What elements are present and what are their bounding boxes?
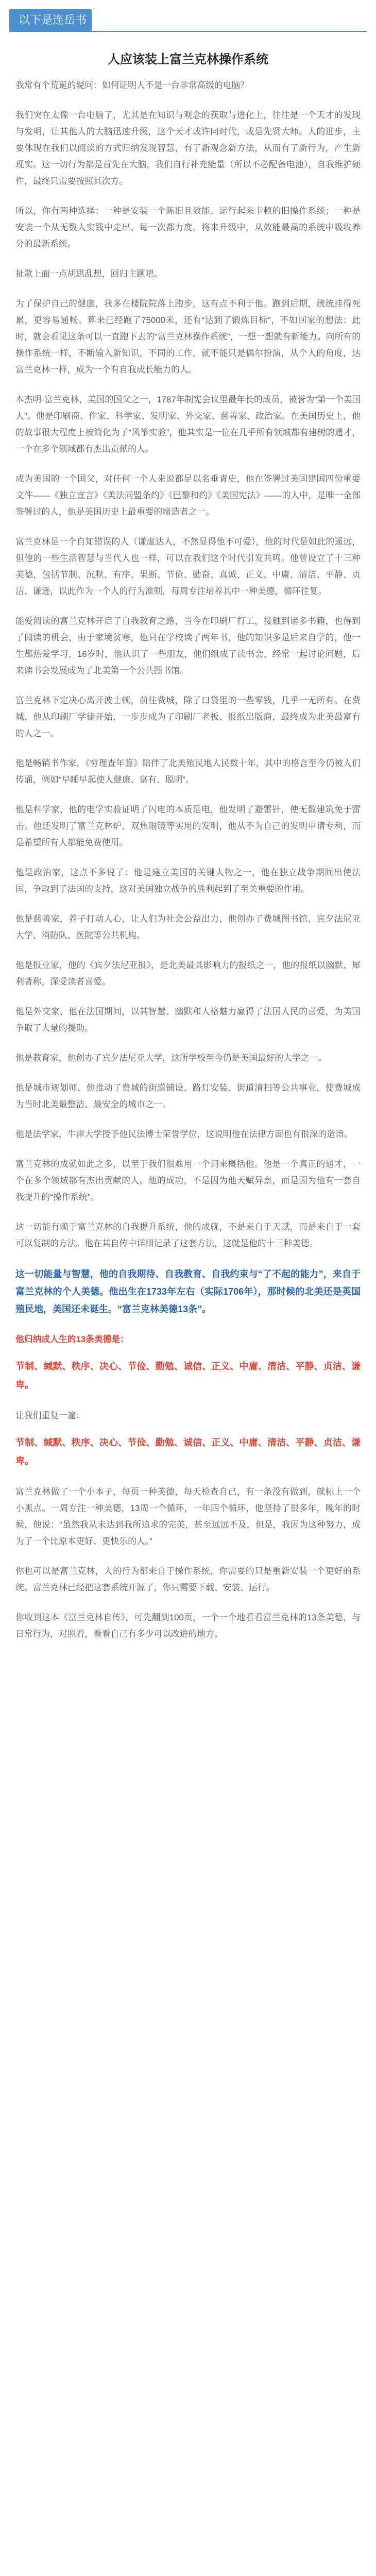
paragraph: 本杰明·富兰克林，美国的国父之一，1787年制宪会议里最年长的成员，被誉为“第一个美国人”。他是印刷商、作家、科学家、发明家、外交家、慈善家、政治家。在美国历史上，他的故事很大程度上被简化为了“风筝实验”，他其实是一位在几乎所有领域都有建树的通才，一个在多个领域都有杰出贡献的人。	[15, 395, 361, 454]
paragraph: 为了保护自己的健康，我多在楼院院落上跑步，这有点不利于他。跑到后期，统统挂得死累，更容易通畅。算来已经跑了75000米，还有“达到了锻炼目标”，不如回家的想法：此时，就会看见这条可以一直跑下去的“富兰克林操作系统”，一想一想就有新能力。向所有的操作系统一样，不断输入新知识，不同的工作，就不能只是偶尔扮演，从个人的角度，达富兰克林一样，成为一个有自我成长能力的人。	[15, 299, 361, 375]
paragraph: 他是慈善家，养子打动人心，让人们为社会公益出力，他创办了费城图书馆、宾夕法尼亚大学、消防队、医院等公共机构。	[15, 914, 361, 940]
virtues-note: 让我们重复一遍：	[15, 1411, 85, 1420]
paragraph: 能爱阅读的富兰克林开启了自我教育之路，当今在印刷厂打工，接触到诸多书籍，也得到了阅读的机会，由于家境贫寒，他只在学校读了两年书，他的知识多是后来自学的，他一生都热爱学习，16岁时，他认识了一些朋友，他们组成了读书会，经常一起讨论问题，后来读书会发展成为了北美第一个公共图书馆。	[15, 616, 361, 675]
paragraph: 所以，你有两种选择：一种是安装一个陈旧且效能、运行起来卡顿的旧操作系统；一种是安装一个从无数人实践中走出、每一次都力度，将来升级中，从效能最高的系统中吸收养分的最新系统。	[15, 206, 361, 249]
article-title: 人应该装上富兰克林操作系统	[108, 53, 268, 66]
paragraph: 富兰克林是一个自知错误的人（谦虚达人，不然显得他不可爱），他的时代是如此的遥远，但他的一些生活智慧与当代人也一样，可以在我们这个时代引发共鸣。他曾设立了十三种美德，包括节制、沉默、有序、果断、节俭、勤奋、真诚、正义、中庸、清洁、平静、贞洁、谦逊，以此作为一个人的行为准则，每周专注培养其中一种美德，循环往复。	[15, 537, 361, 596]
paragraph: 扯歉上面一点胡思乱想，回归主题吧。	[15, 269, 163, 279]
section-tag: 以下是连岳书评	[9, 9, 92, 31]
section-divider	[9, 31, 367, 32]
paragraph: 成为美国的一个国父，对任何一个人来说都足以名垂青史，他在签署过美国建国四份重要文件——《独立宣言》《美法同盟条约》《巴黎和约》《美国宪法》——的人中，是唯一全部签署过的人，他是美国历史上最重要的缔造者之一。	[15, 474, 361, 517]
virtues-list: 节制、缄默、秩序、决心、节俭、勤勉、诚信、正义、中庸、清洁、平静、贞洁、谦卑。	[15, 1361, 361, 1390]
paragraph: 这一切能有赖于富兰克林的自我提升系统，他的成就，不是来自于天赋，而是来自于一套可以复制的方法。他在其自传中详细记录了这套方法，这就是他的十三种美德。	[15, 1222, 361, 1248]
highlight-quote: 这一切能量与智慧，他的自我期待、自我教育、自我约束与“了不起的能力”，来自于富兰克林的个人美德。他出生在1733年左右（实际1706年），那时候的北美还是英国殖民地，美国还未诞生。“富兰克林美德13条”。	[15, 1269, 361, 1314]
paragraph: 他是报业家，他的《宾夕法尼亚报》，是北美最具影响力的报纸之一，他的报纸以幽默、犀利著称，深受读者喜爱。	[15, 960, 361, 987]
closing-paragraph: 你收到这本《富兰克林自传》，可先翻到100页，一个一个地看看富兰克林的13条美德，与日常行为，对照着，看看自己有多少可以改进的地方。	[15, 1613, 361, 1639]
paragraph: 他是畅销书作家，《穷理查年鉴》陪伴了北美殖民地人民数十年，其中的格言至今仍被人们传诵，例如“早睡早起使人健康、富有、聪明”。	[15, 758, 361, 785]
closing-paragraph: 富兰克林做了一个小本子，每页一种美德，每天检查自己，有一条没有做到，就标上一个小黑点。一周专注一种美德，13周一个循环，一年四个循环，他坚持了很多年，晚年的时候，他说：“虽然我从未达到我所追求的完美，甚至远远不及，但是，我因为这种努力，成为了一个比原本更好、更快乐的人。”	[15, 1487, 361, 1546]
closing-paragraph: 你也可以是富兰克林，人的行为都来自于操作系统，你需要的只是重新安装一个更好的系统。富兰克林已经把这套系统开源了，你只需要下载、安装、运行。	[15, 1566, 361, 1592]
virtues-repeat: 节制、缄默、秩序、决心、节俭、勤勉、诚信、正义、中庸、清洁、平静、贞洁、谦卑。	[15, 1437, 361, 1466]
paragraph: 他是政治家，这点不多说了：他是建立美国的关键人物之一，他在独立战争期间出使法国，争取到了法国的支持，这对美国独立战争的胜利起到了至关重要的作用。	[15, 868, 361, 894]
paragraph: 我们突在太像一台电脑了，尤其是在知识与观念的获取与进化上，往往是一个天才的发现与发明，让其他人的大脑迅速升级，这个天才或许同时代，或是先贤大师。人的进步，主要体现在我们以阅读的方式归纳发现智慧，有了新观念新方法，从而有了新行为，产生新现实。这一切行为都是首先在大脑，我们自行补充能量（所以不必配备电池），自我维护硬件，最终只需要按照其次方。	[15, 110, 361, 186]
virtues-title: 他归纳成人生的13条美德是：	[15, 1334, 129, 1344]
article-body	[15, 77, 361, 1656]
paragraph: 他是外交家，他在法国期间，以其智慧、幽默和人格魅力赢得了法国人民的喜爱，为美国争取了大量的援助。	[15, 1007, 361, 1033]
paragraph: 我常有个荒诞的疑问：如何证明人不是一台非常高级的电脑？	[15, 80, 249, 90]
paragraph: 他是城市规划师，他推动了费城的街道铺设、路灯安装、街道清扫等公共事业，使费城成为当时北美最整洁、最安全的城市之一。	[15, 1083, 361, 1109]
paragraph: 他是法学家，牛津大学授予他民法博士荣誉学位，这说明他在法律方面也有很深的造诣。	[15, 1129, 353, 1139]
paragraph: 他是科学家，他的电学实验证明了闪电的本质是电，他发明了避雷针，使无数建筑免于雷击。他还发明了富兰克林炉、双焦眼镜等实用的发明，他从不为自己的发明申请专利，而是希望所有人都能免费使用。	[15, 805, 361, 848]
paragraph: 他是教育家，他创办了宾夕法尼亚大学，这所学校至今仍是美国最好的大学之一。	[15, 1053, 327, 1063]
paragraph: 富兰克林下定决心离开波士顿，前往费城，除了口袋里的一些零钱，几乎一无所有。在费城，他从印刷厂学徒开始，一步步成为了印刷厂老板、报纸出版商，最终成为北美最富有的人之一。	[15, 696, 361, 738]
paragraph: 富兰克林的成就如此之多，以至于我们很难用一个词来概括他。他是一个真正的通才，一个在多个领域都有杰出贡献的人。他的成功，不是因为他天赋异禀，而是因为他有一套自我提升的“操作系统”。	[15, 1159, 361, 1202]
